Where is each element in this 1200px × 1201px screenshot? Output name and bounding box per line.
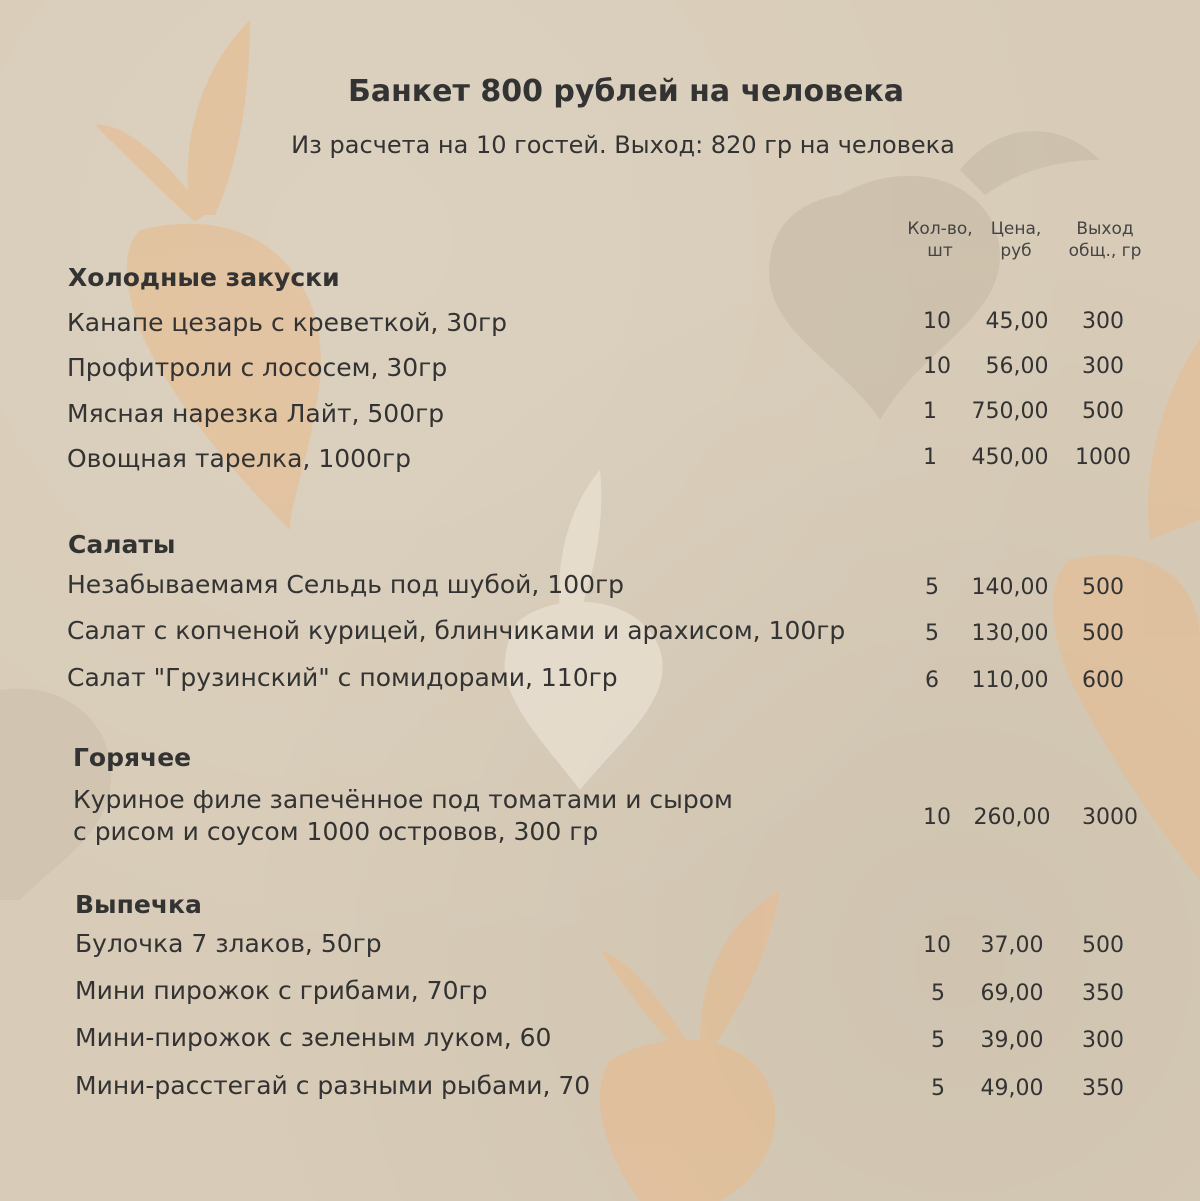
item-price: 39,00	[980, 1028, 1044, 1053]
item-qty: 10	[923, 805, 951, 830]
item-name: Канапе цезарь с креветкой, 30гр	[67, 308, 508, 337]
item-name: Мини пирожок с грибами, 70гр	[75, 976, 488, 1005]
item-yield: 500	[1082, 621, 1124, 646]
item-qty: 10	[923, 933, 951, 958]
item-price: 450,00	[971, 445, 1049, 470]
item-price: 260,00	[973, 805, 1051, 830]
item-name: Салат с копченой курицей, блинчиками и арахисом, 100гр	[67, 616, 846, 645]
item-yield: 350	[1082, 981, 1124, 1006]
section-title-hot-dishes: Горячее	[73, 743, 192, 772]
item-qty: 1	[923, 399, 937, 424]
section-title-cold-snacks: Холодные закуски	[68, 263, 340, 292]
item-qty: 6	[925, 668, 939, 693]
item-yield: 500	[1082, 575, 1124, 600]
column-header-yield: Выход общ., гр	[1068, 219, 1142, 261]
section-title-bakery: Выпечка	[75, 890, 202, 919]
item-qty: 5	[925, 575, 939, 600]
item-name: Мини-расстегай с разными рыбами, 70	[75, 1071, 591, 1100]
item-price: 49,00	[980, 1076, 1044, 1101]
item-price: 750,00	[971, 399, 1049, 424]
item-qty: 5	[925, 621, 939, 646]
item-qty: 5	[931, 1076, 945, 1101]
item-qty: 1	[923, 445, 937, 470]
item-yield: 300	[1082, 309, 1124, 334]
column-header-qty: Кол-во, шт	[907, 219, 973, 261]
item-qty: 10	[923, 309, 951, 334]
item-price: 140,00	[971, 575, 1049, 600]
item-yield: 300	[1082, 1028, 1124, 1053]
item-name: Салат "Грузинский" с помидорами, 110гр	[67, 663, 618, 692]
section-title-salads: Салаты	[68, 530, 176, 559]
item-name: Мясная нарезка Лайт, 500гр	[67, 399, 445, 428]
page-title: Банкет 800 рублей на человека	[347, 74, 905, 109]
item-qty: 5	[931, 1028, 945, 1053]
item-yield: 3000	[1082, 805, 1138, 830]
item-qty: 5	[931, 981, 945, 1006]
item-name: Незабываемамя Сельдь под шубой, 100гр	[67, 570, 625, 599]
item-yield: 600	[1082, 668, 1124, 693]
item-price: 37,00	[980, 933, 1044, 958]
item-yield: 300	[1082, 354, 1124, 379]
item-yield: 500	[1082, 933, 1124, 958]
item-yield: 1000	[1075, 445, 1131, 470]
item-price: 69,00	[980, 981, 1044, 1006]
item-name: Булочка 7 злаков, 50гр	[75, 929, 382, 958]
item-name: Овощная тарелка, 1000гр	[67, 444, 411, 473]
item-price: 110,00	[971, 668, 1049, 693]
item-name: Мини-пирожок с зеленым луком, 60	[75, 1023, 552, 1052]
item-price: 130,00	[971, 621, 1049, 646]
item-yield: 500	[1082, 399, 1124, 424]
item-yield: 350	[1082, 1076, 1124, 1101]
page-subtitle: Из расчета на 10 гостей. Выход: 820 гр на человека	[291, 131, 955, 159]
item-qty: 10	[923, 354, 951, 379]
column-header-price: Цена, руб	[990, 219, 1042, 261]
item-name: Куриное филе запечённое под томатами и сыром с рисом и соусом 1000 островов, 300 гр	[73, 785, 733, 846]
item-price: 56,00	[985, 354, 1049, 379]
item-name: Профитроли с лососем, 30гр	[67, 353, 448, 382]
item-price: 45,00	[985, 309, 1049, 334]
